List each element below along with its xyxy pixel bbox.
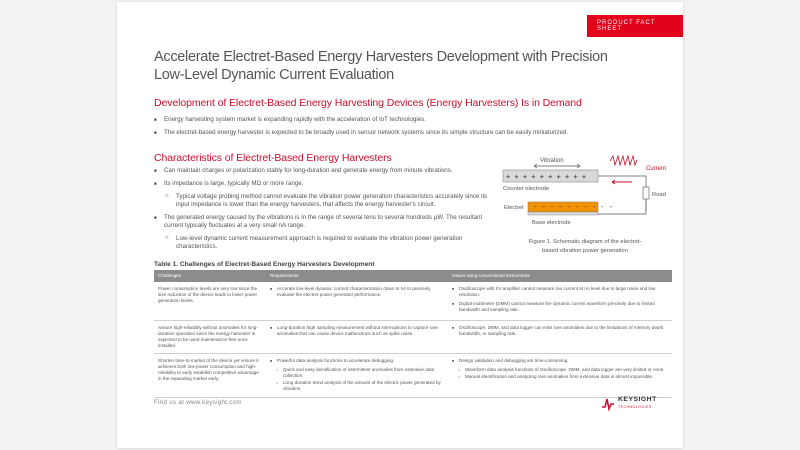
road-label: Road [652, 192, 666, 198]
characteristics-bullet-list [154, 167, 489, 256]
table-title: Table 1. Challenges of Electret-Based Energy Harvesters Development [154, 261, 375, 268]
list-item: ■ The electret-based energy harvester is expected to be broadly used in sensor network systems since its simple structure can be easily miniaturized. [154, 129, 654, 137]
table-row [154, 282, 672, 321]
list-item: ■ Accurate low-level dynamic current characterization down to nA to precisely evaluate the electret power generator performance. [270, 286, 444, 298]
requirement-cell [266, 354, 448, 398]
list-subitem: ○ Low-level dynamic current measurement approach is required to evaluate the vibration power generation characteristics. [154, 235, 489, 251]
challenge-cell: Shorten time-to-market of the device yet ensure it achieves both low-power consumption and high-reliability to early establish competitive advantage in the expanding market early. [154, 354, 266, 398]
requirement-cell [266, 282, 448, 321]
challenges-table [154, 270, 672, 398]
logo-subtitle: TECHNOLOGIES [618, 405, 652, 409]
section-heading-demand: Development of Electret-Based Energy Harvesting Devices (Energy Harvesters) Is in Demand [154, 97, 582, 109]
list-item: ■ The generated energy caused by the vibrations is in the range of several tens to several hundreds μW. The resultant current typically fluctuates at a very small nA range. [154, 214, 489, 230]
list-item: ■ Digital multimeter (DMM) cannot measure the dynamic current waveform precisely due to limited bandwidth and sampling rate. [452, 301, 668, 313]
tag-label: PRODUCT FACT SHEET [597, 20, 656, 32]
base-electrode-label: Base electrode [532, 220, 571, 226]
page-title [154, 48, 624, 84]
title-line-1: Accelerate Electret-Based Energy Harvesters Development with Precision [154, 49, 608, 65]
logo-name: KEYSIGHT [618, 396, 657, 403]
list-item: ■ Can maintain charges or polarization stably for long-duration and generate energy from minute vibrations. [154, 167, 489, 175]
list-item: ■ Energy harvesting system market is expanding rapidly with the acceleration of IoT technologies. [154, 116, 654, 124]
list-subitem: ○ Long-duration trend analysis of the amount of the electric power generated by vibration. [270, 380, 444, 392]
issue-cell [448, 321, 672, 354]
title-line-2: Low-Level Dynamic Current Evaluation [154, 67, 394, 83]
list-item: ■ Oscilloscope with I/V amplifier cannot measure low current at nA level due to large noise and low resolution. [452, 286, 668, 298]
table-row [154, 321, 672, 354]
list-subitem: ○ Quick and easy identification of intermittent anomalies from extensive data collection. [270, 367, 444, 379]
fact-sheet-page [117, 2, 683, 448]
current-label: Current [646, 166, 667, 172]
list-item: ■ Powerful data analysis functions to accelerate debugging. [270, 358, 444, 364]
list-subitem: ○ Manual identification and analyzing rare anomalies from extensive data is almost impossible. [452, 374, 668, 380]
issue-cell [448, 282, 672, 321]
vibration-label: Vibration [540, 158, 564, 164]
header-issues: Issues using conventional instruments [448, 270, 672, 282]
challenge-cell: Assure high-reliability without anomalies for long-duration operation since the energy harvester is expected to be used maintenance-free once installed. [154, 321, 266, 354]
list-item: ■ Its impedance is large, typically MΩ or more range. [154, 180, 489, 188]
demand-bullet-list [154, 116, 654, 142]
issue-cell [448, 354, 672, 398]
caption-line-1: Figure 1. Schematic diagram of the electret- [528, 239, 642, 245]
table-row [154, 354, 672, 398]
list-item: ■ Long-duration high sampling measurement without interruptions to capture rare anomalies that can cause device malfunctions such as spike noise. [270, 325, 444, 337]
base-electrode-rect [528, 212, 598, 215]
plus-charges: + + + + + + + + + + [506, 173, 587, 181]
resistor-icon [643, 187, 649, 199]
table-header-row [154, 270, 672, 282]
section-heading-characteristics: Characteristics of Electret-Based Energy Harvesters [154, 152, 392, 164]
keysight-logo [601, 394, 661, 414]
caption-line-2: based vibration power generation [542, 248, 628, 254]
current-waveform-icon [610, 156, 637, 165]
footer-url[interactable]: Find us at www.keysight.com [154, 399, 242, 406]
list-subitem: ○ Waveform data analysis functions of Oscilloscope, DMM, and data logger are very limited or none. [452, 367, 668, 373]
list-item: ■ Design validation and debugging are time-consuming. [452, 358, 668, 364]
minus-charges: - - - - - - - - - - [533, 203, 614, 211]
challenge-cell: Power consumption levels are very low since the size reduction of the device leads to lower power generation levels. [154, 282, 266, 321]
figure-caption [505, 238, 665, 256]
list-item: ■ Oscilloscope, DMM, and data logger can miss rare anomalies due to the limitations of memory depth, bandwidth, or sampling rate. [452, 325, 668, 337]
electret-label: Electret [504, 205, 524, 211]
requirement-cell [266, 321, 448, 354]
header-requirements: Requirements [266, 270, 448, 282]
header-challenges: Challenges [154, 270, 266, 282]
keysight-wave-icon [601, 396, 615, 412]
fact-sheet-tag [587, 15, 683, 37]
list-subitem: ○ Typical voltage probing method cannot evaluate the vibration power generation characteristics accurately since its input impedance is lower than the energy harvesters, that affects the energy harvester's circuit. [154, 193, 489, 209]
counter-electrode-label: Counter electrode [503, 186, 550, 192]
